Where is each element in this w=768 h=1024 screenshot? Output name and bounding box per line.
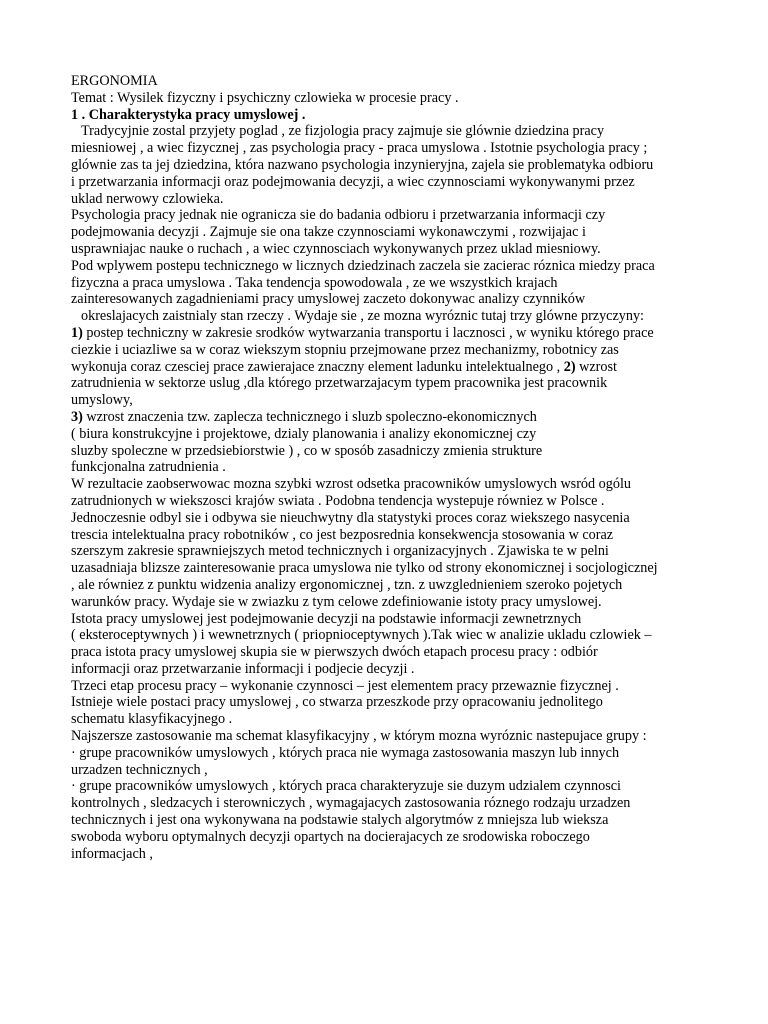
text-line: informacjach , xyxy=(71,845,153,862)
paragraph-2 xyxy=(71,207,711,257)
text-line: Istota pracy umyslowej jest podejmowanie decyzji na podstawie informacji zewnetrznych xyxy=(71,610,582,627)
cause-number: 2) xyxy=(563,358,576,375)
text-line: Psychologia pracy jednak nie ogranicza sie do badania odbioru i przetwarzania informacji czy xyxy=(71,207,606,224)
paragraph-3 xyxy=(71,258,711,325)
text-line: Tradycyjnie zostal przyjety poglad , ze fizjologia pracy zajmuje sie glównie dziedzina pracy xyxy=(81,123,605,140)
text-line: Istnieje wiele postaci pracy umyslowej , co stwarza przeszkode przy opracowaniu jednolitego xyxy=(71,694,603,711)
cause-number: 3) xyxy=(71,408,83,425)
group-list xyxy=(71,745,711,863)
text-line: uklad nerwowy czlowieka. xyxy=(71,190,224,207)
text-line: podejmowania decyzji . Zajmuje sie ona takze czynnosciami wykonawczymi , rozwijajac i xyxy=(71,224,586,241)
text-line: ( biura konstrukcyjne i projektowe, dzialy planowania i analizy ekonomicznej czy xyxy=(71,425,537,442)
text-line: szerszym zakresie sprawniejszych metod technicznych i organizacyjnych . Zjawiska te w pelni xyxy=(71,543,609,560)
cause-list xyxy=(71,325,711,476)
text-line: ciezkie i uciazliwe sa w coraz wiekszym stopniu przejmowane przez mechanizmy, robotnicy zas xyxy=(71,341,619,358)
cause-text: wzrost xyxy=(575,358,617,375)
text-line: Trzeci etap procesu pracy – wykonanie czynnosci – jest elementem pracy przewaznie fizycznej . xyxy=(71,677,619,694)
document-page xyxy=(71,73,711,862)
text-line: , ale równiez z punktu widzenia analizy ergonomicznej , tzn. z uwzglednieniem szeroko pojetych xyxy=(71,576,623,593)
text-line: okreslajacych zaistnialy stan rzeczy . Wydaje sie , ze mozna wyróznic tutaj trzy glówne przyczyny: xyxy=(81,308,644,325)
text-line: Najszersze zastosowanie ma schemat klasyfikacyjny , w którym mozna wyróznic nastepujace grupy : xyxy=(71,728,647,745)
text-line: schematu klasyfikacyjnego . xyxy=(71,711,233,728)
text-line: umyslowy, xyxy=(71,392,133,409)
cause-text: wykonuja coraz czesciej prace zawierajace znaczny element ladunku intelektualnego , xyxy=(71,358,564,375)
cause-text: postep techniczny w zakresie srodków wytwarzania transportu i lacznosci , w wyniku którego prace xyxy=(82,324,654,341)
list-item: · grupe pracowników umyslowych , których praca charakteryzuje sie duzym udzialem czynnosci xyxy=(71,778,621,795)
text-line: ( eksteroceptywnych ) i wewnetrznych ( priopnioceptywnych ).Tak wiec w analizie ukladu czlowiek – xyxy=(71,627,652,644)
cause-number: 1) xyxy=(71,324,83,341)
text-line: trescia intelektualna pracy robotników , co jest bezposrednia konsekwencja stosowania w coraz xyxy=(71,526,614,543)
text-line: warunków pracy. Wydaje sie w zwiazku z tym celowe zdefiniowanie istoty pracy umyslowej. xyxy=(71,593,602,610)
text-line: fizyczna a praca umyslowa . Taka tendencja spowodowala , ze we wszystkich krajach xyxy=(71,274,558,291)
cause-text: wzrost znaczenia tzw. zaplecza technicznego i sluzb spoleczno-ekonomicznych xyxy=(82,408,537,425)
text-line: Jednoczesnie odbyl sie i odbywa sie nieuchwytny dla statystyki proces coraz wiekszego nasycenia xyxy=(71,509,630,526)
text-line: kontrolnych , sledzacych i sterowniczych , wymagajacych zastosowania róznego rodzaju urzadzen xyxy=(71,795,631,812)
paragraph-6 xyxy=(71,678,711,728)
text-line: zainteresowanych zagadnieniami pracy umyslowej zaczeto dokonywac analizy czynników xyxy=(71,291,586,308)
text-line: sluzby spoleczne w przedsiebiorstwie ) , co w sposób zasadniczy zmienia strukture xyxy=(71,442,543,459)
text-line xyxy=(71,325,711,342)
paragraph-4 xyxy=(71,476,711,610)
text-line: swoboda wyboru optymalnych decyzji opartych na docierajacych ze srodowiska roboczego xyxy=(71,828,590,845)
doc-topic: Temat : Wysilek fizyczny i psychiczny czlowieka w procesie pracy . xyxy=(71,89,459,106)
text-line: informacji oraz przetwarzanie informacji i podjecie decyzji . xyxy=(71,660,415,677)
text-line: uzasadniaja blizsze zainteresowanie praca umyslowa nie tylko od strony ekonomicznej i socjologicznej xyxy=(71,560,658,577)
text-line xyxy=(71,409,711,426)
list-item: · grupe pracowników umyslowych , których praca nie wymaga zastosowania maszyn lub innych xyxy=(71,744,620,761)
text-line: funkcjonalna zatrudnienia . xyxy=(71,459,226,476)
section-heading: 1 . Charakterystyka pracy umyslowej . xyxy=(71,106,306,123)
paragraph-7 xyxy=(71,728,711,745)
text-line: zatrudnienia w sektorze uslug ,dla którego przetwarzajacym typem pracownika jest pracownik xyxy=(71,375,608,392)
text-line: i przetwarzania informacji oraz podejmowania decyzji, a wiec czynnosciami wykonywanymi przez xyxy=(71,173,635,190)
text-line: Pod wplywem postepu technicznego w licznych dziedzinach zaczela sie zacierac róznica miedzy praca xyxy=(71,257,655,274)
text-line xyxy=(71,359,711,376)
text-line: zatrudnionych w wiekszosci krajów swiata . Podobna tendencja wystepuje równiez w Polsce . xyxy=(71,492,605,509)
text-line: urzadzen technicznych , xyxy=(71,761,208,778)
doc-title: ERGONOMIA xyxy=(71,73,158,89)
text-line: glównie zas ta jej dziedzina, która nazwano psychologia inzynieryjna, zajela sie problematyka odbioru xyxy=(71,156,654,173)
text-line: W rezultacie zaobserwowac mozna szybki wzrost odsetka pracowników umyslowych wsród ogólu xyxy=(71,476,631,493)
text-line: praca istota pracy umyslowej skupia sie w pierwszych dwóch etapach procesu pracy : odbiór xyxy=(71,644,598,661)
paragraph-5 xyxy=(71,611,711,678)
paragraph-1 xyxy=(71,123,711,207)
text-line: technicznych i jest ona wykonywana na podstawie stalych algorytmów z mniejsza lub wieksza xyxy=(71,812,609,829)
text-line: miesniowej , a wiec fizycznej , zas psychologia pracy - praca umyslowa . Istotnie psychologia pracy ; xyxy=(71,140,648,157)
text-line: usprawniajac nauke o ruchach , a wiec czynnosciach wykonywanych przez uklad miesniowy. xyxy=(71,240,601,257)
